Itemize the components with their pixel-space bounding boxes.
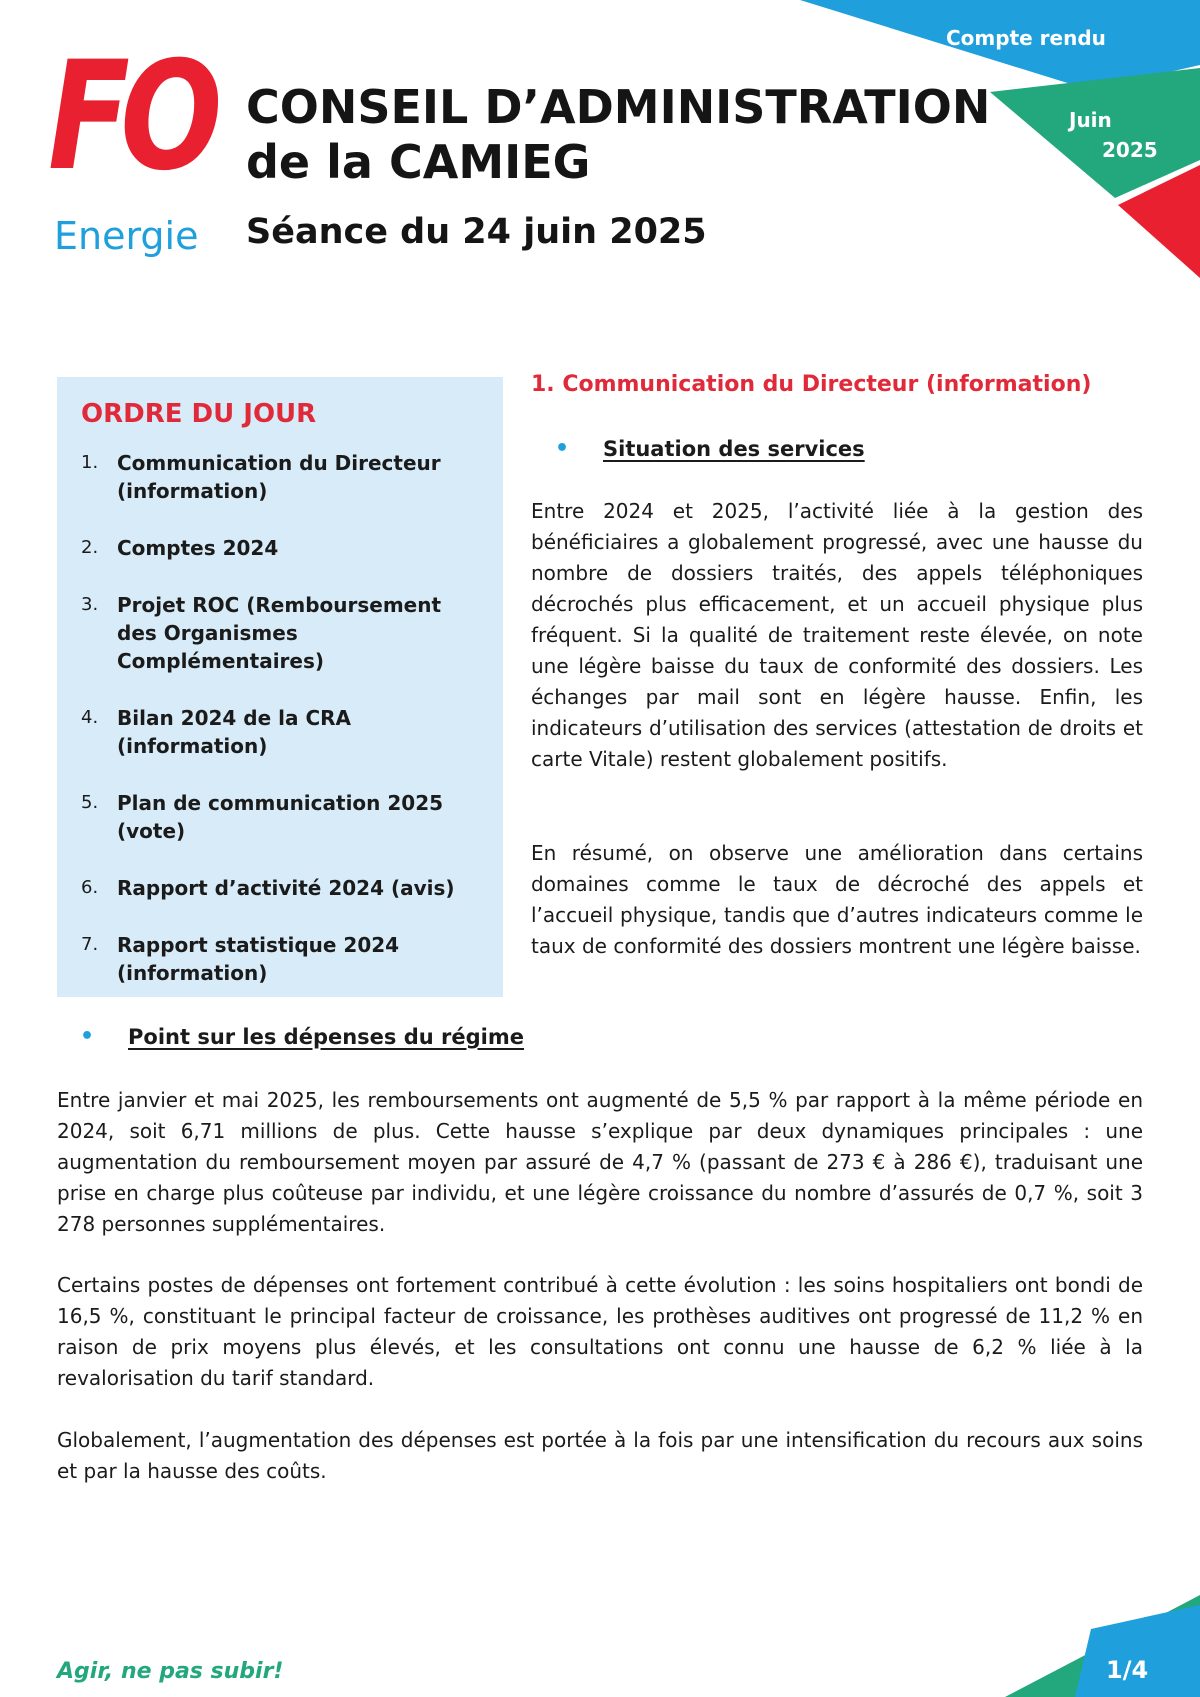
agenda-item [81, 704, 481, 760]
agenda-item-number: 1. [81, 452, 99, 473]
bullet-icon: • [555, 436, 570, 461]
logo-energie-text: Energie [54, 214, 199, 258]
agenda-item-text: Plan de communication 2025 (vote) [117, 791, 444, 843]
agenda-list [81, 449, 481, 987]
page-number: 1/4 [1106, 1656, 1149, 1684]
agenda-item-number: 2. [81, 537, 99, 558]
agenda-item [81, 931, 481, 987]
logo-fo-text: FO [48, 30, 213, 204]
document-type-label: Compte rendu [946, 26, 1106, 50]
year-label: 2025 [1102, 138, 1158, 162]
page-title [246, 80, 990, 190]
footer-slogan: Agir, ne pas subir! [57, 1659, 284, 1684]
subsection-title: Situation des services [603, 436, 865, 461]
agenda-box [57, 377, 503, 997]
subsection-heading-services [555, 436, 865, 461]
month-label: Juin [1069, 108, 1112, 132]
agenda-item-number: 4. [81, 707, 99, 728]
agenda-item-number: 5. [81, 792, 99, 813]
agenda-item [81, 789, 481, 845]
agenda-item-text: Projet ROC (Remboursement des Organismes Complémentaires) [117, 593, 442, 673]
agenda-item-text: Bilan 2024 de la CRA (information) [117, 706, 351, 758]
paragraph: Certains postes de dépenses ont fortement contribué à cette évolution : les soins hospitaliers ont bondi de 16,5 %, constituant le principal facteur de croissance, les prothèses auditives ont progressé de 11,2 % en raison de prix moyens plus élevés, et les consultations ont connu une hausse de 6,2 % liée à la revalorisation du tarif standard. [57, 1273, 1143, 1390]
session-date: Séance du 24 juin 2025 [246, 212, 707, 252]
paragraph: Globalement, l’augmentation des dépenses est portée à la fois par une intensification du recours aux soins et par la hausse des coûts. [57, 1428, 1143, 1483]
agenda-item [81, 449, 481, 505]
subsection-heading-depenses [80, 1024, 524, 1049]
paragraph: Entre 2024 et 2025, l’activité liée à la gestion des bénéficiaires a globalement progressé, avec une hausse du nombre de dossiers traités, des appels téléphoniques décrochés plus efficacement, et un accueil physique plus fréquent. Si la qualité de traitement reste élevée, on note une légère baisse du taux de conformité des dossiers. Les échanges par mail sont en légère hausse. Enfin, les indicateurs d’utilisation des services (attestation de droits et carte Vitale) restent globalement positifs. [531, 499, 1143, 771]
agenda-item [81, 874, 481, 902]
agenda-item-text: Rapport d’activité 2024 (avis) [117, 876, 455, 900]
agenda-item-text: Comptes 2024 [117, 536, 279, 560]
agenda-title: ORDRE DU JOUR [81, 399, 317, 429]
agenda-item-number: 3. [81, 594, 99, 615]
paragraph: Entre janvier et mai 2025, les remboursements ont augmenté de 5,5 % par rapport à la même période en 2024, soit 6,71 millions de plus. Cette hausse s’explique par deux dynamiques principales : une augmentation du remboursement moyen par assuré de 4,7 % (passant de 273 € à 286 €), traduisant une prise en charge plus coûteuse par individu, et une légère croissance du nombre d’assurés de 0,7 %, soit 3 278 personnes supplémentaires. [57, 1088, 1143, 1236]
agenda-item [81, 591, 481, 675]
bullet-icon: • [80, 1024, 95, 1049]
title-line-2: de la CAMIEG [246, 135, 591, 189]
subsection-title: Point sur les dépenses du régime [128, 1024, 524, 1049]
agenda-item-text: Rapport statistique 2024 (information) [117, 933, 400, 985]
title-line-1: CONSEIL D’ADMINISTRATION [246, 80, 991, 134]
top-green-band [990, 68, 1200, 198]
agenda-item-text: Communication du Directeur (information) [117, 451, 441, 503]
agenda-item-number: 6. [81, 877, 99, 898]
paragraph: En résumé, on observe une amélioration dans certains domaines comme le taux de décroché des appels et l’accueil physique, tandis que d’autres indicateurs comme le taux de conformité des dossiers montrent une légère baisse. [531, 841, 1143, 958]
agenda-item [81, 534, 481, 562]
section-heading: 1. Communication du Directeur (information) [531, 372, 1092, 397]
agenda-item-number: 7. [81, 934, 99, 955]
